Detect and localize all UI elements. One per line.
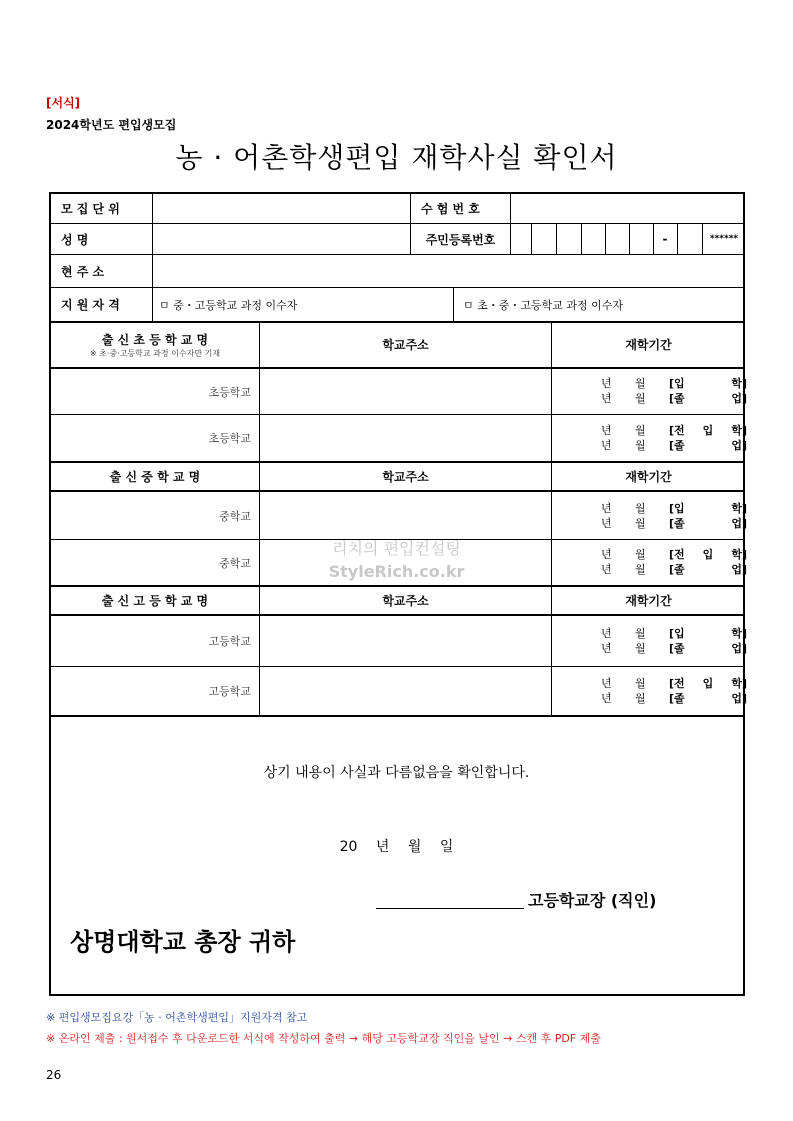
date-line[interactable]: 20 년 월 일 [339, 839, 454, 855]
year-unit: 년 [601, 392, 612, 405]
month-unit: 월 [635, 439, 646, 452]
high-period-header: 재학기간 [625, 594, 672, 608]
transfer-open: [전 [669, 424, 685, 437]
page-number: 26 [46, 1068, 62, 1082]
declaration-text: 상기 내용이 사실과 다름없음을 확인합니다. [263, 765, 530, 781]
month-unit: 월 [635, 692, 646, 705]
middle-school-row-1[interactable]: 중학교 [219, 509, 251, 523]
year-unit: 년 [601, 424, 612, 437]
signature-label: 고등학교장 (직인) [528, 891, 657, 910]
qualification-option-1[interactable]: ㅁ 중・고등학교 과정 이수자 [159, 298, 298, 312]
high-period-row-2[interactable] [601, 676, 747, 706]
row-divider [51, 715, 743, 717]
exam-number-label-text: 수 험 번 호 [421, 202, 480, 216]
month-unit: 월 [635, 548, 646, 561]
resident-masked: ****** [709, 234, 739, 244]
watermark-line-2: StyleRich.co.kr [328, 562, 465, 581]
transfer-close: 학] [731, 424, 747, 437]
elementary-address-row-2[interactable] [260, 415, 551, 461]
col-divider [677, 223, 678, 254]
transfer-mid: 입 [702, 548, 714, 561]
graduate-open: [졸 [669, 563, 685, 576]
graduate-close: 업] [731, 642, 747, 655]
page-title: 농 · 어촌학생편입 재학사실 확인서 [175, 141, 618, 174]
middle-school-row-2[interactable]: 중학교 [219, 556, 251, 570]
admit-open: [입 [669, 502, 685, 515]
graduate-open: [졸 [669, 439, 685, 452]
graduate-open: [졸 [669, 692, 685, 705]
admit-open: [입 [669, 627, 685, 640]
year-unit: 년 [601, 439, 612, 452]
recruit-unit-field[interactable] [153, 194, 410, 223]
year-unit: 년 [601, 548, 612, 561]
col-divider [556, 223, 557, 254]
month-unit: 월 [635, 392, 646, 405]
graduate-open: [졸 [669, 517, 685, 530]
year-unit: 년 [601, 517, 612, 530]
month-unit: 월 [635, 424, 646, 437]
admit-close: 학] [731, 502, 747, 515]
high-address-row-2[interactable] [260, 667, 551, 715]
high-school-row-2[interactable]: 고등학교 [208, 685, 251, 698]
high-address-header: 학교주소 [382, 594, 429, 608]
col-divider [581, 223, 582, 254]
year-unit: 년 [601, 627, 612, 640]
addressee: 상명대학교 총장 귀하 [70, 928, 296, 956]
middle-period-header: 재학기간 [625, 470, 672, 484]
elementary-school-row-2[interactable]: 초등학교 [208, 432, 251, 445]
graduate-close: 업] [731, 392, 747, 405]
resident-number-label: 주민등록번호 [425, 232, 496, 247]
recruit-unit-label-text: 모 집 단 위 [61, 202, 120, 216]
transfer-close: 학] [731, 548, 747, 561]
year-unit: 년 [601, 563, 612, 576]
qualification-label-text: 지 원 자 격 [61, 298, 120, 312]
high-school-row-1[interactable]: 고등학교 [208, 635, 251, 648]
col-divider [531, 223, 532, 254]
address-label-text: 현 주 소 [61, 264, 105, 279]
month-unit: 월 [635, 377, 646, 390]
year-unit: 년 [601, 677, 612, 690]
note-reference: ※ 편입생모집요강「농 · 어촌학생편입」지원자격 참고 [46, 1011, 308, 1024]
note-submission: ※ 온라인 제출 : 원서접수 후 다운로드한 서식에 작성하여 출력 → 해당 고등학교장 직인을 날인 → 스캔 후 PDF 제출 [46, 1032, 601, 1045]
year-unit: 년 [601, 502, 612, 515]
year-unit: 년 [601, 692, 612, 705]
name-field[interactable] [153, 224, 410, 254]
name-label [51, 224, 152, 254]
confirmation-form [49, 192, 745, 996]
form-tag: [서식] [46, 96, 81, 110]
form-subtitle: 2024학년도 편입생모집 [46, 118, 177, 132]
resident-dash: - [662, 232, 668, 246]
year-unit: 년 [601, 642, 612, 655]
month-unit: 월 [635, 563, 646, 576]
elementary-school-header-note: ※ 초·중·고등학교 과정 이수자만 기재 [89, 348, 221, 358]
graduate-open: [졸 [669, 642, 685, 655]
name-label-text: 성 명 [61, 232, 89, 247]
transfer-close: 학] [731, 677, 747, 690]
graduate-close: 업] [731, 517, 747, 530]
admit-close: 학] [731, 627, 747, 640]
month-unit: 월 [635, 517, 646, 530]
graduate-close: 업] [731, 439, 747, 452]
recruit-unit-label [51, 194, 152, 223]
high-school-header: 출 신 고 등 학 교 명 [101, 594, 209, 608]
middle-period-row-1[interactable] [601, 501, 747, 531]
col-divider [551, 321, 552, 715]
middle-school-header: 출 신 중 학 교 명 [109, 470, 201, 484]
admit-close: 학] [731, 377, 747, 390]
transfer-open: [전 [669, 548, 685, 561]
graduate-close: 업] [731, 692, 747, 705]
col-divider [453, 287, 454, 321]
elementary-period-header: 재학기간 [625, 338, 672, 352]
high-address-row-1[interactable] [260, 616, 551, 666]
address-field[interactable] [153, 255, 745, 287]
elementary-address-header: 학교주소 [382, 338, 429, 352]
graduate-close: 업] [731, 563, 747, 576]
qualification-option-2[interactable]: ㅁ 초・중・고등학교 과정 이수자 [463, 298, 624, 312]
transfer-mid: 입 [702, 424, 714, 437]
col-divider [605, 223, 606, 254]
elementary-school-header [51, 322, 259, 367]
qualification-label [51, 288, 152, 321]
graduate-open: [졸 [669, 392, 685, 405]
middle-address-row-1[interactable] [260, 492, 551, 539]
elementary-period-row-1[interactable] [601, 376, 747, 406]
month-unit: 월 [635, 502, 646, 515]
transfer-mid: 입 [702, 677, 714, 690]
address-label [51, 255, 152, 287]
elementary-school-row-1[interactable]: 초등학교 [208, 385, 251, 399]
signature-line[interactable] [376, 908, 524, 909]
exam-number-label [411, 194, 510, 223]
elementary-period-row-2[interactable] [601, 423, 747, 453]
month-unit: 월 [635, 642, 646, 655]
admit-open: [입 [669, 377, 685, 390]
middle-address-header: 학교주소 [382, 470, 429, 484]
elementary-address-row-1[interactable] [260, 369, 551, 414]
col-divider [629, 223, 630, 254]
month-unit: 월 [635, 677, 646, 690]
transfer-open: [전 [669, 677, 685, 690]
high-period-row-1[interactable] [601, 626, 747, 656]
elementary-school-header-label: 출 신 초 등 학 교 명 [101, 332, 209, 347]
exam-number-field[interactable] [511, 194, 745, 223]
watermark-line-1: 리치의 편입컨설팅 [332, 539, 461, 558]
year-unit: 년 [601, 377, 612, 390]
month-unit: 월 [635, 627, 646, 640]
